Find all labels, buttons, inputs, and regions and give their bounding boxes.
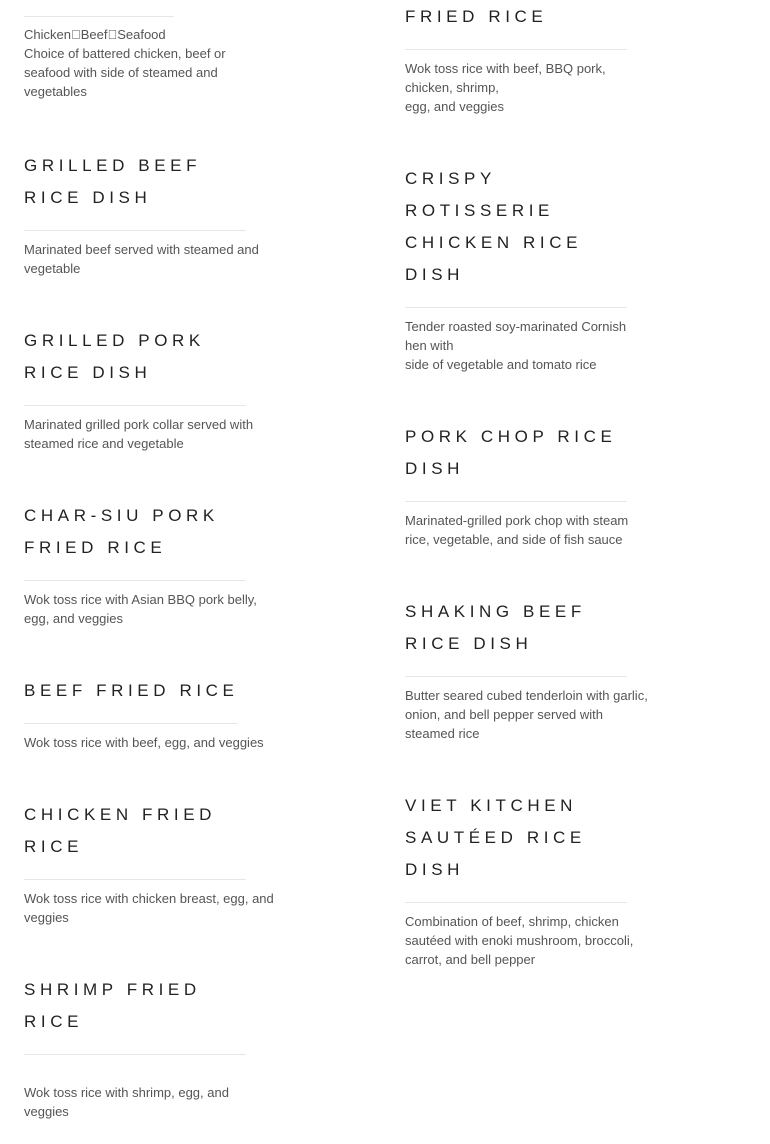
menu-item-description: Wok toss rice with beef, egg, and veggies [24, 735, 264, 750]
menu-item [405, 163, 655, 374]
menu-item-title: SHRIMP FRIED RICE [24, 980, 201, 1031]
menu-item [24, 675, 274, 752]
menu-item [24, 25, 274, 101]
menu-item-title: SHAKING BEEF RICE DISH [405, 602, 586, 653]
menu-item-description: Wok toss rice with Asian BBQ pork belly, egg, and veggies [24, 592, 257, 626]
divider [405, 902, 627, 903]
menu-item-description: Tender roasted soy-marinated Cornish hen with side of vegetable and tomato rice [405, 319, 627, 372]
menu-item-title: CRISPY ROTISSERIE CHICKEN RICE DISH [405, 169, 583, 284]
menu-item-title: PORK CHOP RICE DISH [405, 427, 617, 478]
menu-item-title: CHICKEN FRIED RICE [24, 805, 217, 856]
divider [24, 16, 174, 17]
divider [24, 405, 246, 406]
menu-item-description: Wok toss rice with shrimp, egg, and veggies [24, 1085, 229, 1119]
menu-item [405, 790, 655, 969]
menu-item [24, 500, 274, 628]
menu-item [405, 421, 655, 549]
divider [405, 307, 627, 308]
divider [24, 580, 246, 581]
menu-item [405, 1, 655, 116]
menu-item-description: Marinated-grilled pork chop with steam rice, vegetable, and side of fish sauce [405, 513, 629, 547]
divider [24, 879, 246, 880]
menu-item-title: BEEF FRIED RICE [24, 681, 239, 700]
divider [24, 723, 238, 724]
menu-item [405, 596, 655, 743]
menu-item-title: GRILLED BEEF RICE DISH [24, 156, 202, 207]
menu-item [24, 150, 274, 278]
menu-item-title: CHAR-SIU PORK FRIED RICE [24, 506, 219, 557]
divider [405, 49, 627, 50]
menu-item-description: Butter seared cubed tenderloin with garlic, onion, and bell pepper served with steamed rice [405, 688, 648, 741]
divider [405, 501, 627, 502]
menu-item-description: Marinated grilled pork collar served with steamed rice and vegetable [24, 417, 254, 451]
menu-item-title: VIET KITCHEN SAUTÉED RICE DISH [405, 796, 586, 879]
menu-item-description: Choice of battered chicken, beef or seafood with side of steamed and vegetables [24, 46, 226, 99]
menu-item-title: GRILLED PORK RICE DISH [24, 331, 205, 382]
menu-item-description: Marinated beef served with steamed and vegetable [24, 242, 259, 276]
divider [405, 676, 627, 677]
menu-item-description: Wok toss rice with chicken breast, egg, and veggies [24, 891, 274, 925]
menu-item-options: Chicken Beef Seafood [24, 27, 166, 42]
menu-item-title: FRIED RICE [405, 7, 548, 26]
divider [24, 1054, 246, 1055]
divider [24, 230, 246, 231]
menu-item [24, 325, 274, 453]
menu-item [24, 799, 274, 927]
menu-item [24, 974, 274, 1121]
menu-item-description: Combination of beef, shrimp, chicken sautéed with enoki mushroom, broccoli, carrot, and bell pepper [405, 914, 634, 967]
menu-item-description: Wok toss rice with beef, BBQ pork, chicken, shrimp, egg, and veggies [405, 61, 606, 114]
